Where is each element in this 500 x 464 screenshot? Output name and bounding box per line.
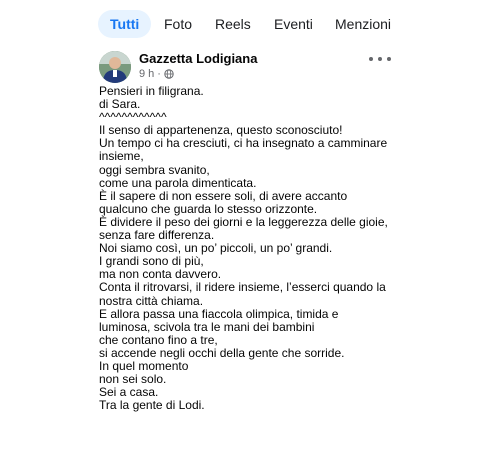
tab-foto[interactable]: Foto [164, 16, 193, 32]
avatar-photo [99, 51, 131, 83]
more-options-icon[interactable] [369, 52, 391, 66]
avatar[interactable] [99, 51, 131, 83]
post-line: che contano fino a tre, [99, 332, 218, 347]
meta-separator: · [157, 68, 161, 80]
tab-reels[interactable]: Reels [215, 16, 251, 32]
post-line: Noi siamo così, un po’ piccoli, un po’ grandi. [99, 241, 333, 256]
post-line: oggi sembra svanito, [99, 162, 210, 177]
post [0, 46, 500, 464]
post-line: non sei solo. [99, 372, 167, 387]
more-dot [387, 57, 391, 61]
post-line: di Sara. [99, 97, 141, 112]
post-line: Un tempo ci ha cresciuti, ci ha insegnato a camminare [99, 136, 388, 151]
author-name[interactable]: Gazzetta Lodigiana [139, 51, 258, 66]
post-line: luminosa, scivola tra le mani dei bambini [99, 319, 315, 334]
post-line: Pensieri in filigrana. [99, 84, 204, 98]
post-line: senza fare differenza. [99, 228, 215, 243]
post-text [99, 85, 414, 412]
globe-icon [164, 69, 174, 79]
more-dot [378, 57, 382, 61]
filter-tabs [0, 0, 500, 46]
post-line: si accende negli occhi della gente che sorride. [99, 345, 345, 360]
more-dot [369, 57, 373, 61]
post-line: ma non conta davvero. [99, 267, 222, 282]
tab-menzioni[interactable]: Menzioni [335, 16, 392, 32]
post-line: E allora passa una fiaccola olimpica, timida e [99, 306, 339, 321]
tab-tutti[interactable]: Tutti [98, 10, 151, 38]
post-line: I grandi sono di più, [99, 254, 204, 269]
post-meta [139, 68, 174, 80]
post-line: insieme, [99, 149, 144, 164]
post-line: È il sapere di non essere soli, di avere accanto [99, 188, 348, 203]
post-line: È dividere il peso dei giorni e la leggerezza delle gioie, [99, 214, 388, 229]
post-time[interactable]: 9 h [139, 68, 155, 80]
post-line: nostra città chiama. [99, 293, 204, 308]
post-line: In quel momento [99, 358, 189, 373]
post-line: come una parola dimenticata. [99, 175, 257, 190]
post-line: Sei a casa. [99, 385, 159, 400]
post-line: Tra la gente di Lodi. [99, 398, 205, 413]
tab-eventi[interactable]: Eventi [274, 16, 313, 32]
post-line: Il senso di appartenenza, questo sconosciuto! [99, 123, 343, 138]
post-line: ^^^^^^^^^^^^ [99, 110, 167, 125]
post-line: qualcuno che guarda lo stesso orizzonte. [99, 201, 318, 216]
post-line: Conta il ritrovarsi, il ridere insieme, l’esserci quando la [99, 280, 386, 295]
